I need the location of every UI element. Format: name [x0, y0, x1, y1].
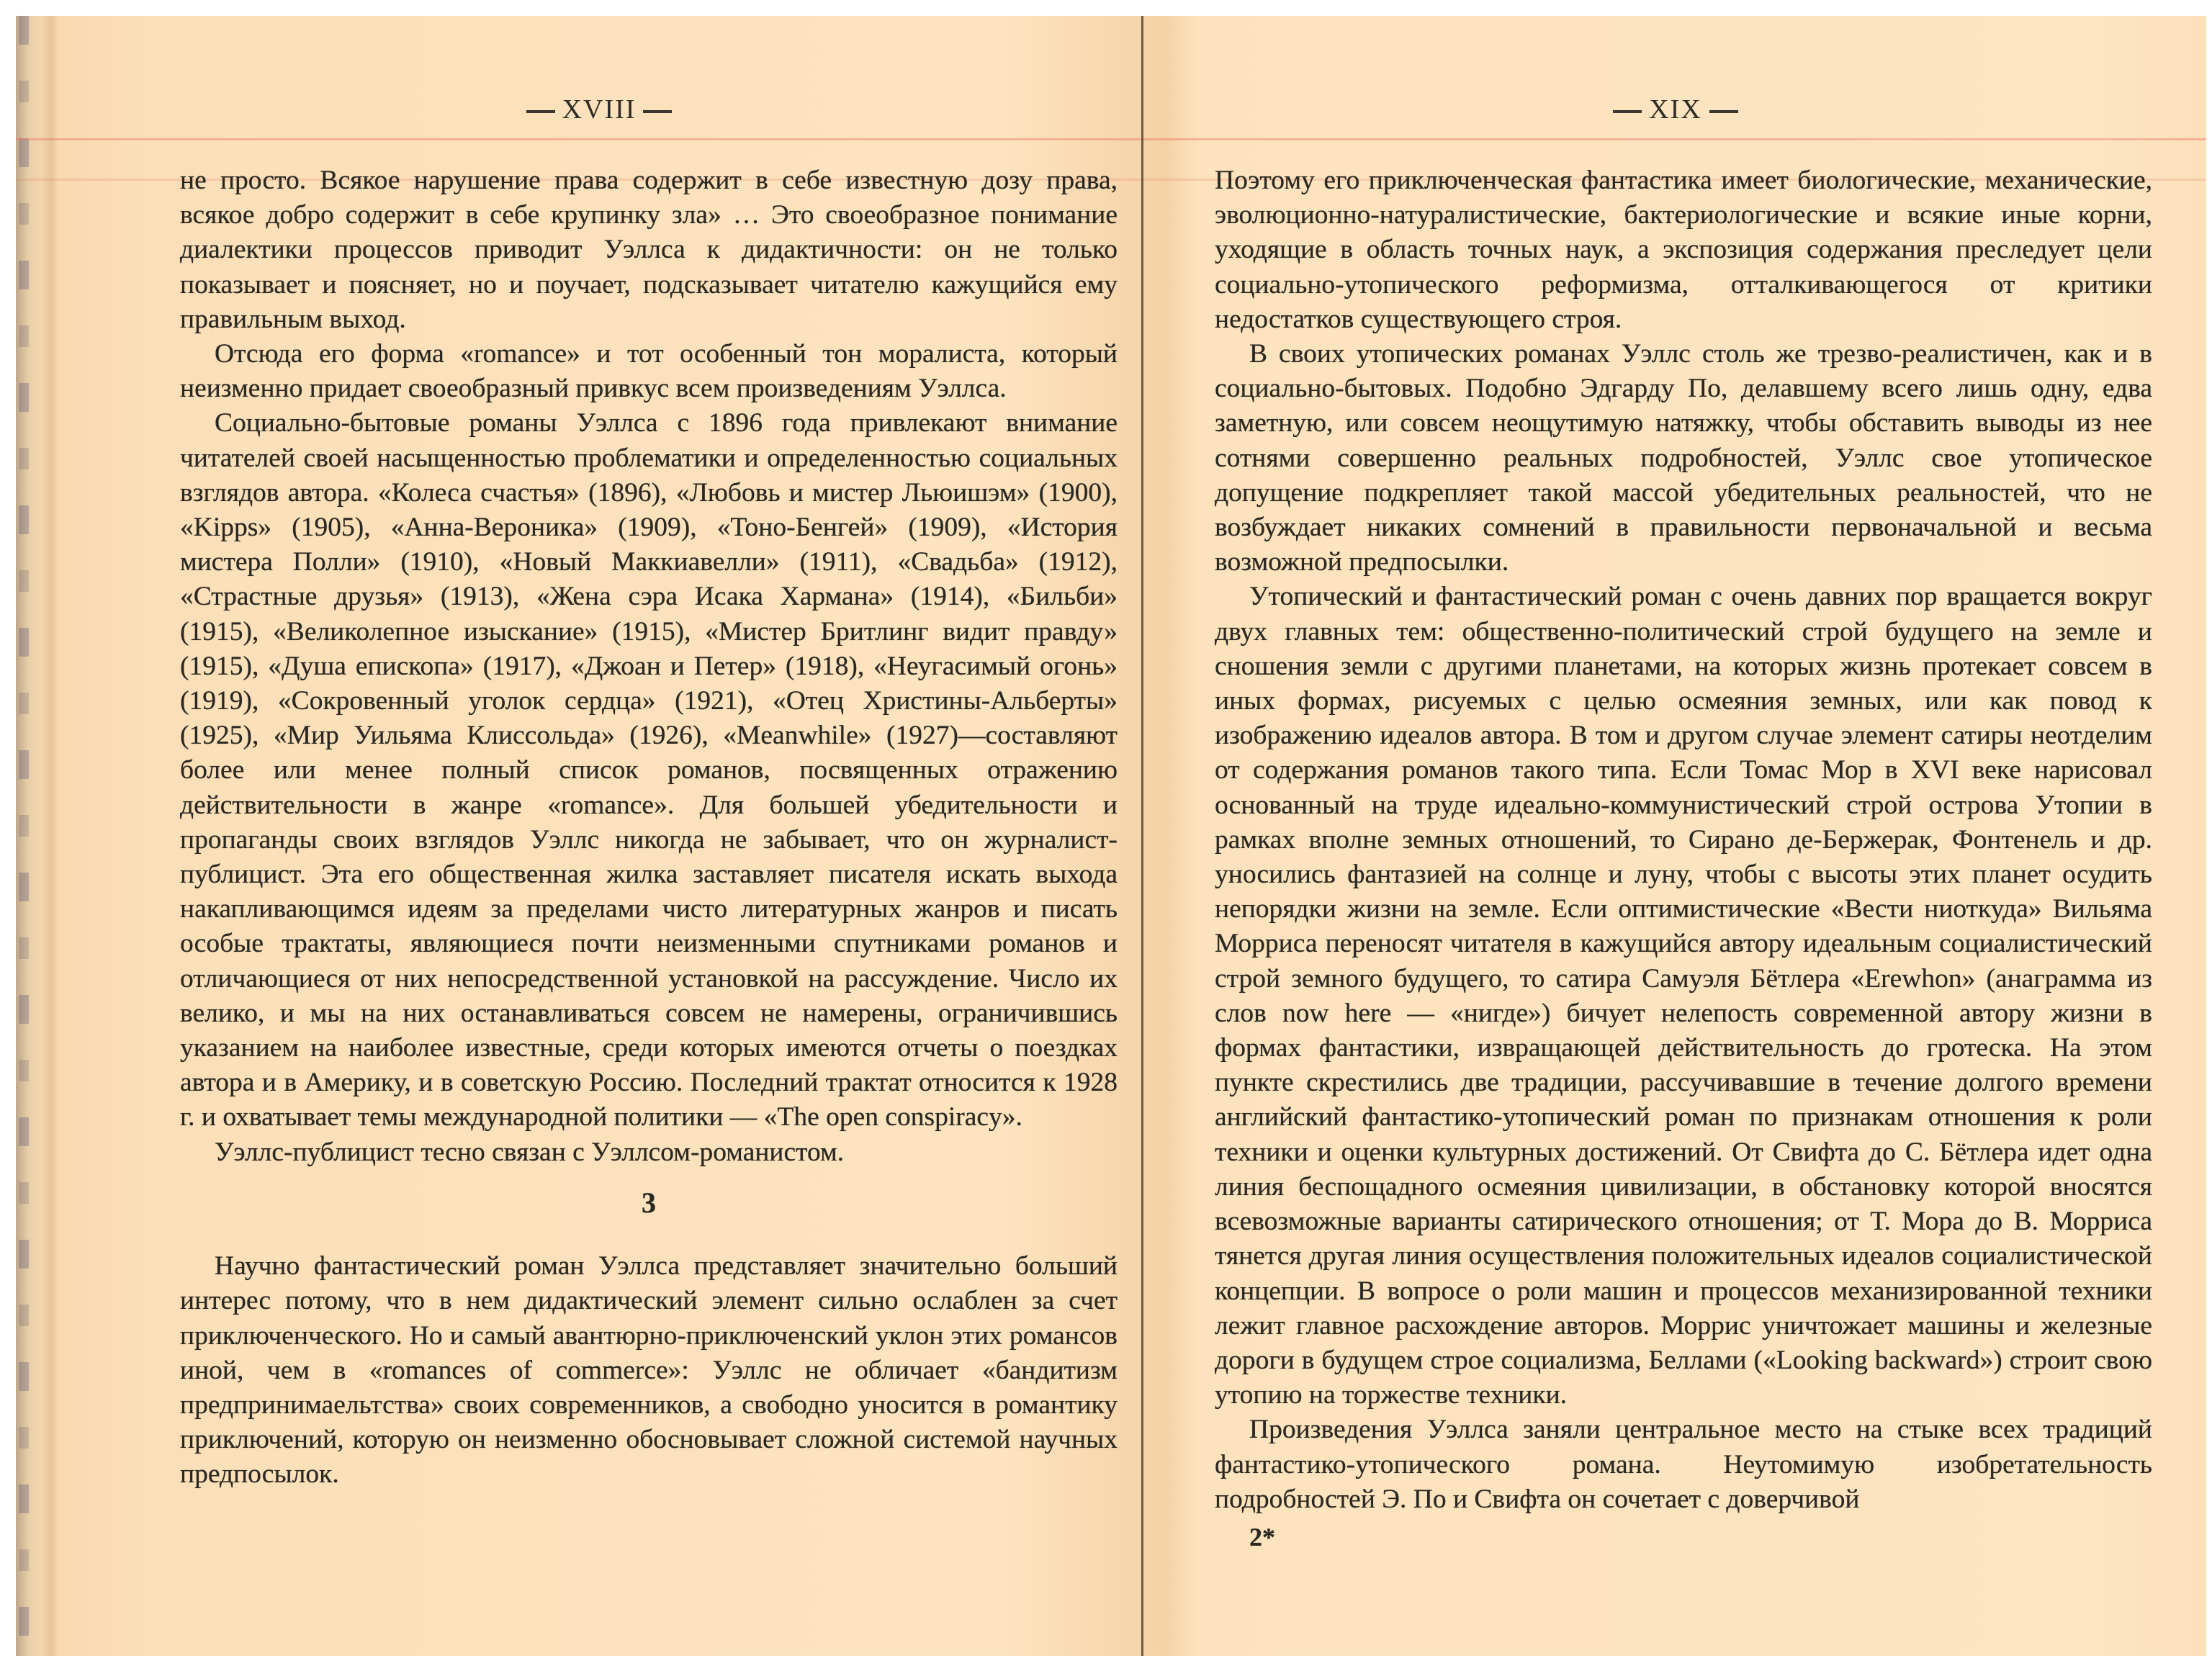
page-number-roman: XVIII: [562, 94, 637, 125]
paragraph: Отсюда его форма «romance» и тот особенный тон моралиста, который неизменно придает своеобразный привкус всем произведениям Уэллса.: [180, 339, 1118, 404]
paragraph: Научно фантастический роман Уэллса представляет значительно больший интерес потому, что в нем дидактический элемент сильно ослаблен за счет приключенческого. Но и самый авантюрно-приключенский уклон этих романсов иной, чем в «romances of commerce»: Уэллс не обличает «бандитизм предпринимаельтства» своих современников, а свободно уносится в романтику приключений, которую он неизменно обосновывает сложной системой научных предпосылок.: [180, 1251, 1118, 1490]
ornament-dash: [1613, 110, 1642, 113]
book-spread: [16, 16, 2206, 1656]
paragraph: Произведения Уэллса заняли центральное место на стыке всех традиций фантастико-утопического романа. Неутомимую изобретательность подробностей Э. По и Свифта он сочетает с доверчивой: [1215, 1415, 2152, 1514]
paragraph: Утопический и фантастический роман с очень давних пор вращается вокруг двух главных тем: общественно-политический строй будущего на земле и сношения земли с другими планетами, на которых жизнь протекает совсем в иных формах, рисуемых с целью осмеяния земных, или как повод к изображению идеалов автора. В том и другом случае элемент сатиры неотделим от содержания романов такого типа. Если Томас Мор в XVI веке нарисовал основанный на труде идеально-коммунистический строй острова Утопии в рамках вполне земных отношений, то Сирано де-Бержерак, Фонтенель и др. уносились фантазией на солнце и луну, чтобы с высоты этих планет осудить непорядки жизни на земле. Если оптимистические «Вести ниоткуда» Вильяма Морриса переносят читателя в кажущийся автору идеальным социалистический строй земного будущего, то сатира Самуэля Бётлера «Erewhon» (анаграмма из слов now here — «нигде») бичует нелепость современной автору жизни в формах фантастики, извращающей действительность до гротеска. На этом пункте скрестились две традиции, рассучивавшие в течение долгого времени английский фантастико-утопический роман по признакам отношения к роли техники и оценки культурных достижений. От Свифта до С. Бётлера идет одна линия беспощадного осмеяния цивилизации, в обстановку которой вносятся всевозможные варианты сатирического отношения; от Т. Мора до В. Морриса тянется другая линия осуществления положительных идеалов социалистической концепции. В вопросе о роли машин и процессов механизированной техники лежит главное расхождение авторов. Моррис уничтожает машины и железные дороги в будущем строе социализма, Беллами («Looking backward») строит свою утопию на торжестве техники.: [1215, 582, 2152, 1410]
right-page: [1146, 16, 2205, 1656]
paragraph: Уэллс-публицист тесно связан с Уэллсом-романистом.: [215, 1137, 845, 1167]
section-number: 3: [642, 1186, 656, 1219]
page-gutter: [1141, 16, 1143, 1656]
ornament-dash: [1709, 110, 1738, 113]
running-head-left: [59, 94, 1139, 125]
body-text-right: [1215, 163, 2152, 1554]
page-number-roman: XIX: [1649, 94, 1702, 125]
paragraph: В своих утопических романах Уэллс столь же трезво-реалистичен, как и в социально-бытовых. Подобно Эдгарду По, делавшему всего лишь одну, едва заметную, или совсем неощутимую натяжку, чтобы обставить выводы из нее сотнями совершенно реальных подробностей, Уэллс свое утопическое допущение подкрепляет такой массой убедительных реальностей, что не возбуждает никаких сомнений в правильности первоначальной и весьма возможной предпосылки.: [1215, 339, 2152, 577]
paragraph: Социально-бытовые романы Уэллса с 1896 года привлекают внимание читателей своей насыщенностью проблематики и определенностью социальных взглядов автора. «Колеса счастья» (1896), «Любовь и мистер Льюишэм» (1900), «Kipps» (1905), «Анна-Вероника» (1909), «Тоно-Бенгей» (1909), «История мистера Полли» (1910), «Новый Маккиавелли» (1911), «Свадьба» (1912), «Страстные друзья» (1913), «Жена сэра Исака Хармана» (1914), «Бильби» (1915), «Великолепное изыскание» (1915), «Мистер Бритлинг видит правду» (1915), «Душа епископа» (1917), «Джоан и Петер» (1918), «Неугасимый огонь» (1919), «Сокровенный уголок сердца» (1921), «Отец Христины-Альберты» (1925), «Мир Уильяма Клиссольда» (1926), «Meanwhile» (1927)—составляют более или менее полный список романов, посвященных отражению действительности в жанре «romance». Для большей убедительности и пропаганды своих взглядов Уэллс никогда не забывает, что он журналист-публицист. Эта его общественная жилка заставляет писателя искать выхода накапливающимся идеям за пределами чисто литературных жанров и писать особые трактаты, являющиеся почти неизменными спутниками романов и отличающиеся от них непосредственной установкой на рассуждение. Число их велико, и мы на них останавливаться совсем не намерены, ограничившись указанием на наиболее известные, среди которых имеются отчеты о поездках автора и в Америку, и в советскую Россию. Последний трактат относится к 1928 г. и охватывает темы международной политики — «The open conspiracy».: [180, 408, 1118, 1132]
book-edge-left: [16, 16, 58, 1656]
paragraph: Поэтому его приключенческая фантастика имеет биологические, механические, эволюционно-натуралистические, бактериологические и всякие иные корни, уходящие в область точных наук, а экспозиция содержания преследует цели социально-утопического реформизма, отталкивающегося от критики недостатков существующего строя.: [1215, 166, 2152, 334]
running-head-right: [1146, 94, 2205, 125]
ornament-dash: [643, 110, 672, 113]
paragraph: не просто. Всякое нарушение права содержит в себе известную дозу права, всякое добро содержит в себе крупинку зла» … Это своеобразное понимание диалектики процессов приводит Уэллса к дидактичности: он не только показывает и поясняет, но и поучает, подсказывает читателю кажущийся ему правильным выход.: [180, 166, 1118, 334]
signature-mark: 2*: [1249, 1522, 1275, 1551]
left-page: [59, 16, 1139, 1656]
body-text-left: [180, 163, 1118, 1492]
ornament-dash: [526, 110, 555, 113]
